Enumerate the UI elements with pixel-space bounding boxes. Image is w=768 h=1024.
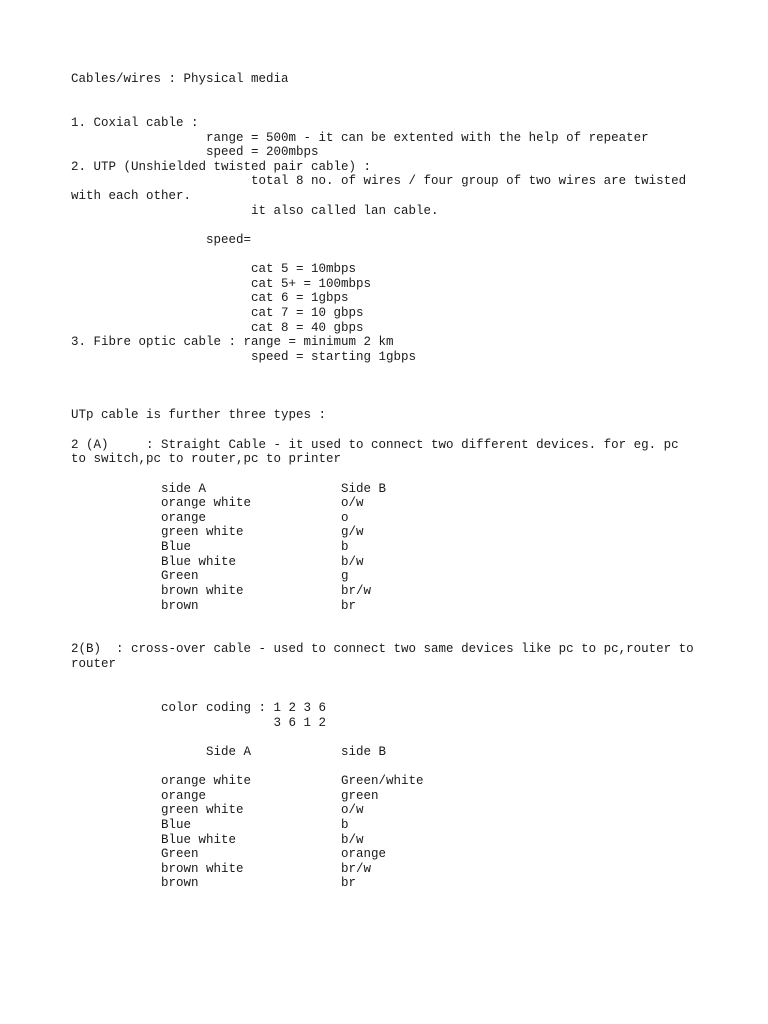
blank-line: [71, 87, 694, 102]
text-line: UTp cable is further three types :: [71, 408, 327, 423]
text-line: brown white br/w: [71, 583, 372, 598]
text-line: Blue b: [71, 817, 349, 832]
text-line: cat 5+ = 100mbps: [71, 276, 372, 291]
text-line: cat 7 = 10 gbps: [71, 306, 364, 320]
text-line: cat 8 = 40 gbps: [71, 320, 364, 335]
text-line: Green orange: [71, 847, 387, 862]
text-line: Blue white b/w: [71, 832, 364, 847]
text-line: brown white br/w: [71, 861, 372, 876]
text-line: green white o/w: [71, 803, 364, 818]
text-line: orange o: [71, 510, 349, 525]
text-line: Green g: [71, 569, 349, 584]
text-line: orange white o/w: [71, 496, 364, 511]
text-line: color coding : 1 2 3 6: [71, 700, 327, 715]
text-line: orange white Green/white: [71, 774, 424, 788]
text-line: total 8 no. of wires / four group of two wires are twisted: [71, 174, 687, 189]
text-line: to switch,pc to router,pc to printer: [71, 452, 342, 467]
text-line: it also called lan cable.: [71, 203, 439, 218]
blank-line: [71, 365, 694, 380]
text-line: router: [71, 657, 117, 671]
blank-line: [71, 423, 694, 438]
blank-line: [71, 672, 694, 687]
blank-line: [71, 218, 694, 233]
text-line: speed=: [71, 232, 252, 247]
text-line: speed = starting 1gbps: [71, 349, 417, 364]
text-line: cat 6 = 1gbps: [71, 291, 349, 306]
text-line: speed = 200mbps: [71, 145, 319, 160]
text-line: side A Side B: [71, 481, 387, 496]
text-line: green white g/w: [71, 525, 364, 540]
text-line: cat 5 = 10mbps: [71, 262, 357, 277]
blank-line: [71, 613, 694, 628]
text-line: brown br: [71, 598, 357, 613]
blank-line: [71, 730, 694, 745]
blank-line: [71, 628, 694, 643]
blank-line: [71, 686, 694, 701]
document-title: Cables/wires : Physical media: [71, 72, 289, 86]
blank-line: [71, 101, 694, 116]
document-body: [71, 72, 694, 891]
text-line: 2(B) : cross-over cable - used to connect two same devices like pc to pc,router to: [71, 642, 694, 657]
text-line: Blue white b/w: [71, 554, 364, 569]
text-line: 1. Coxial cable :: [71, 115, 199, 130]
text-line: Side A side B: [71, 744, 387, 759]
text-line: 3. Fibre optic cable : range = minimum 2 km: [71, 335, 394, 350]
text-line: brown br: [71, 876, 357, 891]
blank-line: [71, 759, 694, 774]
text-line: range = 500m - it can be extented with the help of repeater: [71, 130, 649, 145]
text-line: orange green: [71, 788, 379, 803]
text-line: with each other.: [71, 189, 192, 203]
blank-line: [71, 248, 694, 263]
text-line: 2 (A) : Straight Cable - it used to connect two different devices. for eg. pc: [71, 437, 679, 452]
text-line: Blue b: [71, 540, 349, 554]
text-line: 3 6 1 2: [71, 715, 327, 730]
blank-line: [71, 467, 694, 482]
blank-line: [71, 394, 694, 409]
blank-line: [71, 379, 694, 394]
text-line: 2. UTP (Unshielded twisted pair cable) :: [71, 159, 372, 174]
